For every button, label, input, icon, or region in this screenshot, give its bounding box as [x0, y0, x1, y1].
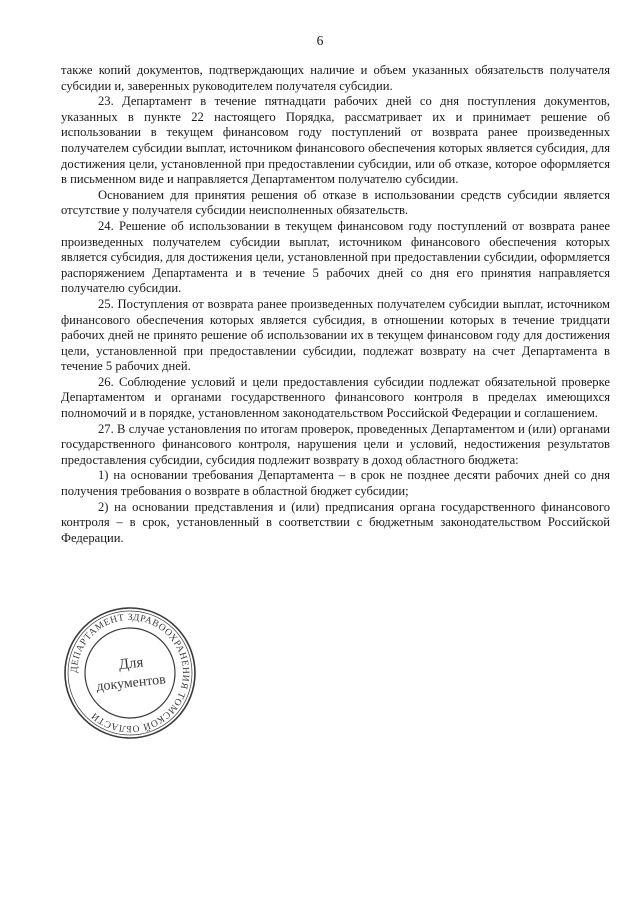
- seal-outer-ring-inner-line: [68, 611, 192, 735]
- paragraph-27-item-2: 2) на основании представления и (или) предписания органа государственного финансового контроля – в срок, установленный в соответствии с бюджетным законодательством Российской Федерации.: [61, 499, 610, 545]
- paragraph-23: 23. Департамент в течение пятнадцати рабочих дней со дня поступления документов, указанных в пункте 22 настоящего Порядка, рассматривает их и принимает решение об использовании в текущем финансовом году поступлений от возврата ранее произведенных получателем субсидии выплат, источником финансового обеспечения которых является субсидия, для достижения цели, установленной при предоставлении субсидии, или об отказе, которое оформляется в письменном виде и направляется Департаментом получателю субсидии.: [61, 94, 610, 187]
- paragraph-23-refusal-basis: Основанием для принятия решения об отказе в использовании средств субсидии является отсутствие у получателя субсидии неисполненных обязательств.: [61, 187, 610, 218]
- paragraph-27-item-1: 1) на основании требования Департамента – в срок не позднее десяти рабочих дней со дня получения требования о возврате в областной бюджет субсидии;: [61, 468, 610, 499]
- page-number: 6: [316, 33, 324, 48]
- paragraph-continuation: также копий документов, подтверждающих наличие и объем указанных обязательств получателя субсидии и, заверенных руководителем получателя субсидии.: [61, 63, 610, 93]
- seal-center-line-1: Для: [117, 654, 145, 674]
- seal-graphic: [62, 605, 198, 741]
- paragraph-26: 26. Соблюдение условий и цели предоставления субсидии подлежат обязательной проверке Департаментом и органами государственного финансового контроля в пределах имеющихся полномочий и в порядке, установленном законодательством Российской Федерации и соглашением.: [61, 374, 610, 421]
- document-body: [61, 63, 610, 546]
- seal-center-line-2: документов: [95, 672, 167, 695]
- seal-ring-text: ДЕПАРТАМЕНТ ЗДРАВООХРАНЕНИЯ ТОМСКОЙ ОБЛАСТИ: [68, 611, 192, 735]
- paragraph-25: 25. Поступления от возврата ранее произведенных получателем субсидии выплат, источником финансового обеспечения которых является субсидия, в отношении которых в течение тридцати рабочих дней не принято решение об использовании их в текущем финансовом году для достижения цели, установленной при предоставлении субсидии, подлежат возврату на счет Департамента в течение 5 рабочих дней.: [61, 296, 610, 374]
- department-seal-stamp: [62, 605, 198, 741]
- paragraph-24: 24. Решение об использовании в текущем финансовом году поступлений от возврата ранее произведенных получателем субсидии выплат, источником финансового обеспечения которых является субсидия, для достижения цели, установленной при предоставлении субсидии, оформляется распоряжением Департамента и в течение 5 рабочих дней со дня его принятия направляется получателю субсидии.: [61, 218, 610, 296]
- paragraph-27: 27. В случае установления по итогам проверок, проведенных Департаментом и (или) органами государственного финансового контроля, нарушения цели и условий, недостижения результатов предоставления субсидии, субсидия подлежит возврату в доход областного бюджета:: [61, 421, 610, 467]
